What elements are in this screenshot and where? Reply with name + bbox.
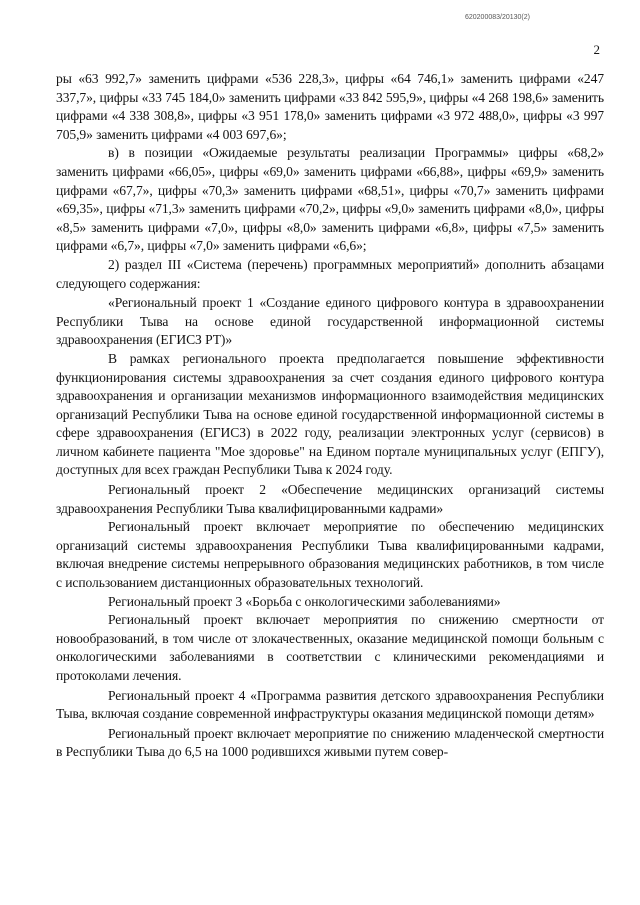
paragraph-section-three: 2) раздел III «Система (перечень) программных мероприятий» дополнить абзацами следующего содержания:	[56, 256, 604, 291]
project-4-title: Региональный проект 4 «Программа развития детского здравоохранения Республики Тыва, включая создание современной инфраструктуры оказания медицинской помощи детям»	[56, 687, 604, 722]
project-2-description: Региональный проект включает мероприятие по обеспечению медицинских организаций системы здравоохранения Республики Тыва квалифицированными кадрами, включая внедрение системы непрерывного образования медицинских работников, в том числе с использованием дистанционных образовательных технологий.	[56, 519, 604, 591]
document-body	[56, 70, 604, 762]
project-2-title: Региональный проект 2 «Обеспечение медицинских организаций системы здравоохранения Республики Тыва квалифицированными кадрами»	[56, 482, 604, 516]
project-1-title: «Региональный проект 1 «Создание единого цифрового контура в здравоохранении Республики Тыва на основе единой государственной информационной системы здравоохранения (ЕГИСЗ РТ)»	[56, 295, 604, 348]
document-code: 620200083/20130(2)	[464, 14, 530, 21]
project-3-title: Региональный проект 3 «Борьба с онкологическими заболеваниями»	[108, 593, 501, 609]
project-4-description: Региональный проект включает мероприятие по снижению младенческой смертности в Республики Тыва до 6,5 на 1000 родившихся живыми путем совер-	[56, 725, 604, 760]
page-number: 2	[593, 42, 600, 57]
project-3-description: Региональный проект включает мероприятия по снижению смертности от новообразований, в том числе от злокачественных, оказание медицинской помощи больным с онкологическими заболеваниями в соответствии с клиническими рекомендациями и протоколами лечения.	[56, 612, 604, 683]
paragraph-expected-results: в) в позиции «Ожидаемые результаты реализации Программы» цифры «68,2» заменить цифрами «66,05», цифры «69,0» заменить цифрами «66,88», цифры «69,9» заменить цифрами «67,7», цифры «70,3» заменить цифрами «68,51», цифры «70,7» заменить цифрами «69,35», цифры «71,3» заменить цифрами «70,2», цифры «9,0» заменить цифрами «8,0», цифры «8,5» заменить цифрами «7,0», цифры «8,0» заменить цифрами «6,8», цифры «7,5» заменить цифрами «6,7», цифры «7,0» заменить цифрами «6,6»;	[56, 145, 604, 254]
paragraph-continuation: ры «63 992,7» заменить цифрами «536 228,3», цифры «64 746,1» заменить цифрами «247 337,7», цифры «33 745 184,0» заменить цифрами «33 842 595,9», цифры «4 268 198,6» заменить цифрами «4 338 308,8», цифры «3 951 178,0» заменить цифрами «3 972 488,0», цифры «3 997 705,9» заменить цифрами «4 003 697,6»;	[56, 71, 604, 142]
project-1-description: В рамках регионального проекта предполагается повышение эффективности функционирования системы здравоохранения за счет создания единого цифрового контура здравоохранения и организации механизмов информационного взаимодействия медицинских организаций Республики Тыва на основе единой государственной информационной системы в сфере здравоохранения (ЕГИСЗ) в 2022 году, реализации электронных услуг (сервисов) в личном кабинете пациента "Мое здоровье" на Едином портале муниципальных услуг (ЕПГУ), доступных для всех граждан Республики Тыва к 2024 году.	[56, 350, 604, 478]
